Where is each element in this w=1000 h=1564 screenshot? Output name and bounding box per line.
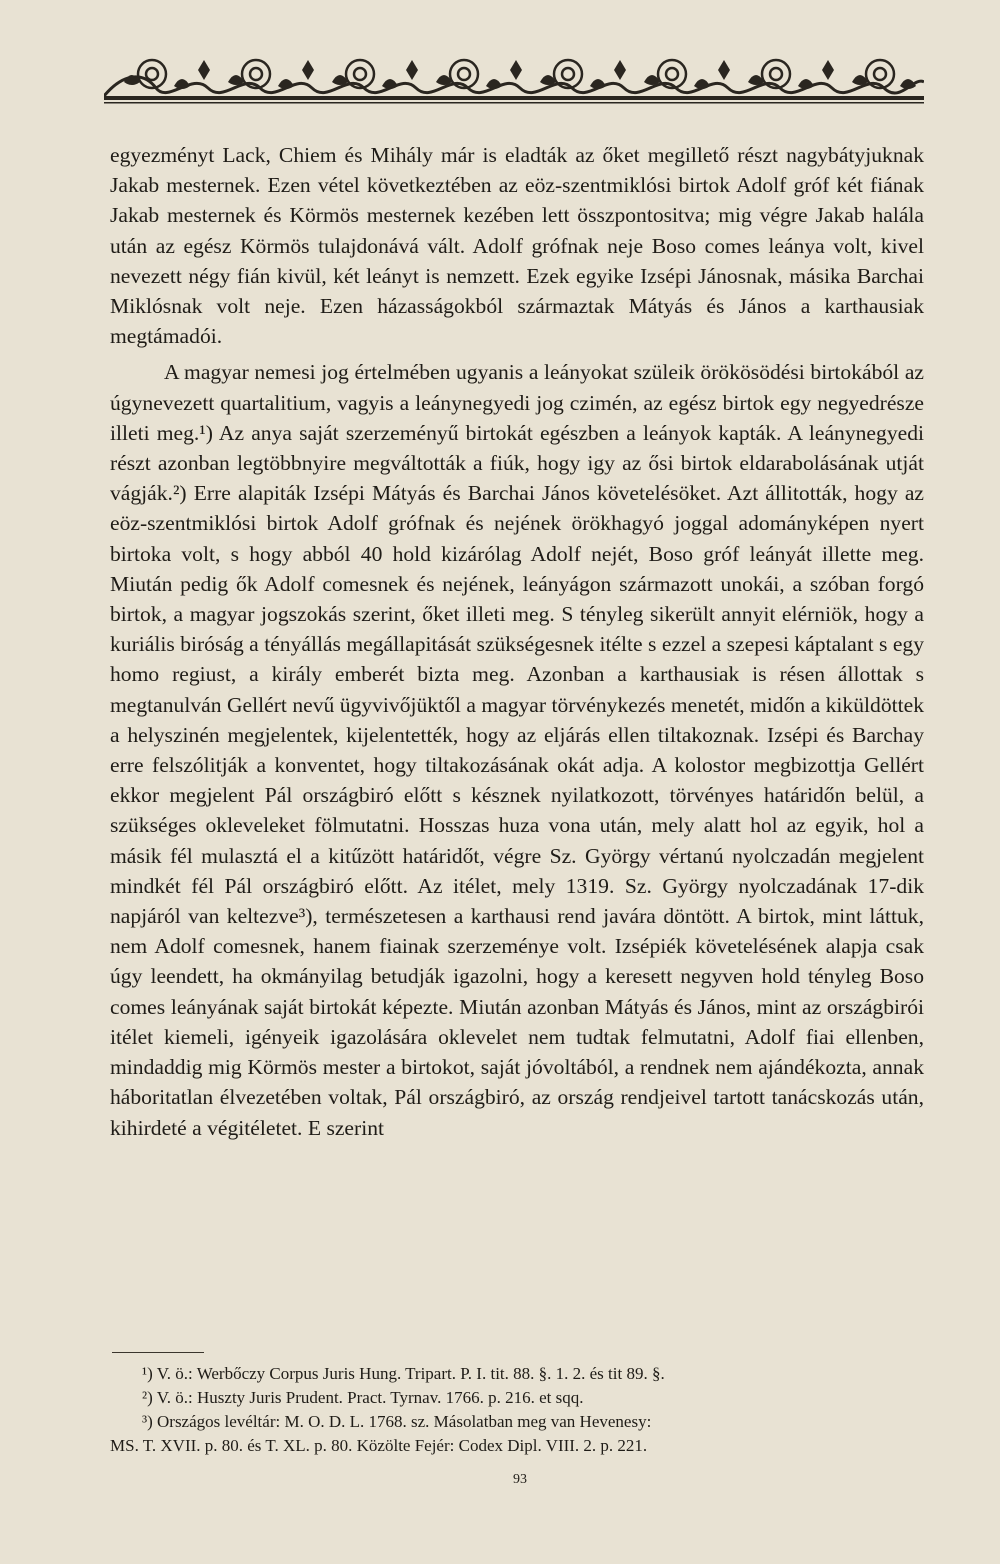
footnote-1: ¹) V. ö.: Werbőczy Corpus Juris Hung. Tripart. P. I. tit. 88. §. 1. 2. és tit 89. §. xyxy=(142,1364,665,1383)
page-number: 93 xyxy=(513,1472,527,1487)
paragraph-quartalitium: A magyar nemesi jog értelmében ugyanis a leányokat szüleik örökösödési birtokából az úgynevezett quartalitium, vagyis a leánynegyedi jog czimén, az egész birtok egy negyedrésze illeti meg.¹) Az anya saját szerzeményű birtokát egészben a leányok kapták. A leánynegyedi részt azonban legtöbbnyire megváltották a fiúk, hogy igy az ősi birtok eldarabolásának utját vágják.²) Erre alapiták Izsépi Mátyás és Barchai János követelésöket. Azt állitották, hogy az eöz-szentmiklósi birtok Adolf grófnak és nejének örökhagyó joggal adományképen nyert birtoka volt, s hogy abból 40 hold kizárólag Adolf nejét, Boso gróf leányát illette meg. Miután pedig ők Adolf comesnek és nejének, leányágon származott unokái, a szóban forgó birtok, a magyar jogszokás szerint, őket illeti meg. S tényleg sikerült annyit elérniök, hogy a kuriális biróság a tényállás megállapitását szükségesnek itélte s ezzel a szepesi káptalant s egy homo regiust, a király emberét bizta meg. Azonban a karthausiak is résen állottak s megtanulván Gellért nevű ügyvivőjüktől a magyar törvénykezés menetét, midőn a kiküldöttek a helyszinén megjelentek, kijelentették, hogy az eljárás ellen tiltakoznak. Izsépi és Barchay erre felszólitják a konventet, hogy tiltakozásának okát adja. A kolostor megbizottja Gellért ekkor megjelent Pál országbiró előtt s késznek nyilatkozott, törvényes határidőn belül, a szükséges okleveleket fölmutatni. Hosszas huza vona után, mely alatt hol az egyik, hol a másik fél mulasztá el a kitűzött határidőt, végre Sz. György vértanú nyolczadán megjelent mindkét fél Pál országbiró előtt. Az itélet, mely 1319. Sz. György nyolczadának 17-dik napjáról van keltezve³), természetesen a karthausi rend javára döntött. A birtok, mint láttuk, nem Adolf comesnek, hanem fiainak szerzeménye volt. Izsépiék követelésének alapja csak úgy leendett, ha okmányilag betudják igazolni, hogy a keresett negyven hold tényleg Boso comes leányának saját birtokát képezte. Miután azonban Mátyás és János, mint az országbirói itélet kiemeli, igényeik igazolására oklevelet nem tudtak felmutatni, Adolf fiai ellenben, mindaddig mig Körmös mester a birtokot, saját jóvoltából, a rendnek nem ajándékozta, annak háboritatlan élvezetében voltak, Pál országbiró, az ország rendjeivel tartott tanácskozás után, kihirdeté a végitéletet. E szerint xyxy=(110,360,924,1140)
footnote-2: ²) V. ö.: Huszty Juris Prudent. Pract. Tyrnav. 1766. p. 216. et sqq. xyxy=(142,1388,584,1407)
paragraph-continuation: egyezményt Lack, Chiem és Mihály már is eladták az őket megillető részt nagybátyjuknak Jakab mesternek. Ezen vétel következtében az eöz-szentmiklósi birtok Adolf gróf két fiának Jakab mesternek és Körmös mesternek kezében lett összpontositva; mig végre Jakab halála után az egész Körmös tulajdonává vált. Adolf grófnak neje Boso comes leánya volt, kivel nevezett négy fián kivül, két leányt is nemzett. Ezek egyike Izsépi Jánosnak, másika Barchai Miklósnak volt neje. Ezen házasságokból származtak Mátyás és János a karthausiak megtámadói. xyxy=(110,143,924,349)
main-text-block xyxy=(110,140,924,1143)
footnote-3: ³) Országos levéltár: M. O. D. L. 1768. sz. Másolatban meg van Hevenesy: xyxy=(142,1412,652,1431)
footnote-3-continuation: MS. T. XVII. p. 80. és T. XL. p. 80. Közölte Fejér: Codex Dipl. VIII. 2. p. 221. xyxy=(110,1436,648,1455)
footnote-divider xyxy=(112,1352,204,1353)
floral-frieze-ornament-icon xyxy=(104,52,924,118)
footnotes-block xyxy=(110,1362,926,1458)
